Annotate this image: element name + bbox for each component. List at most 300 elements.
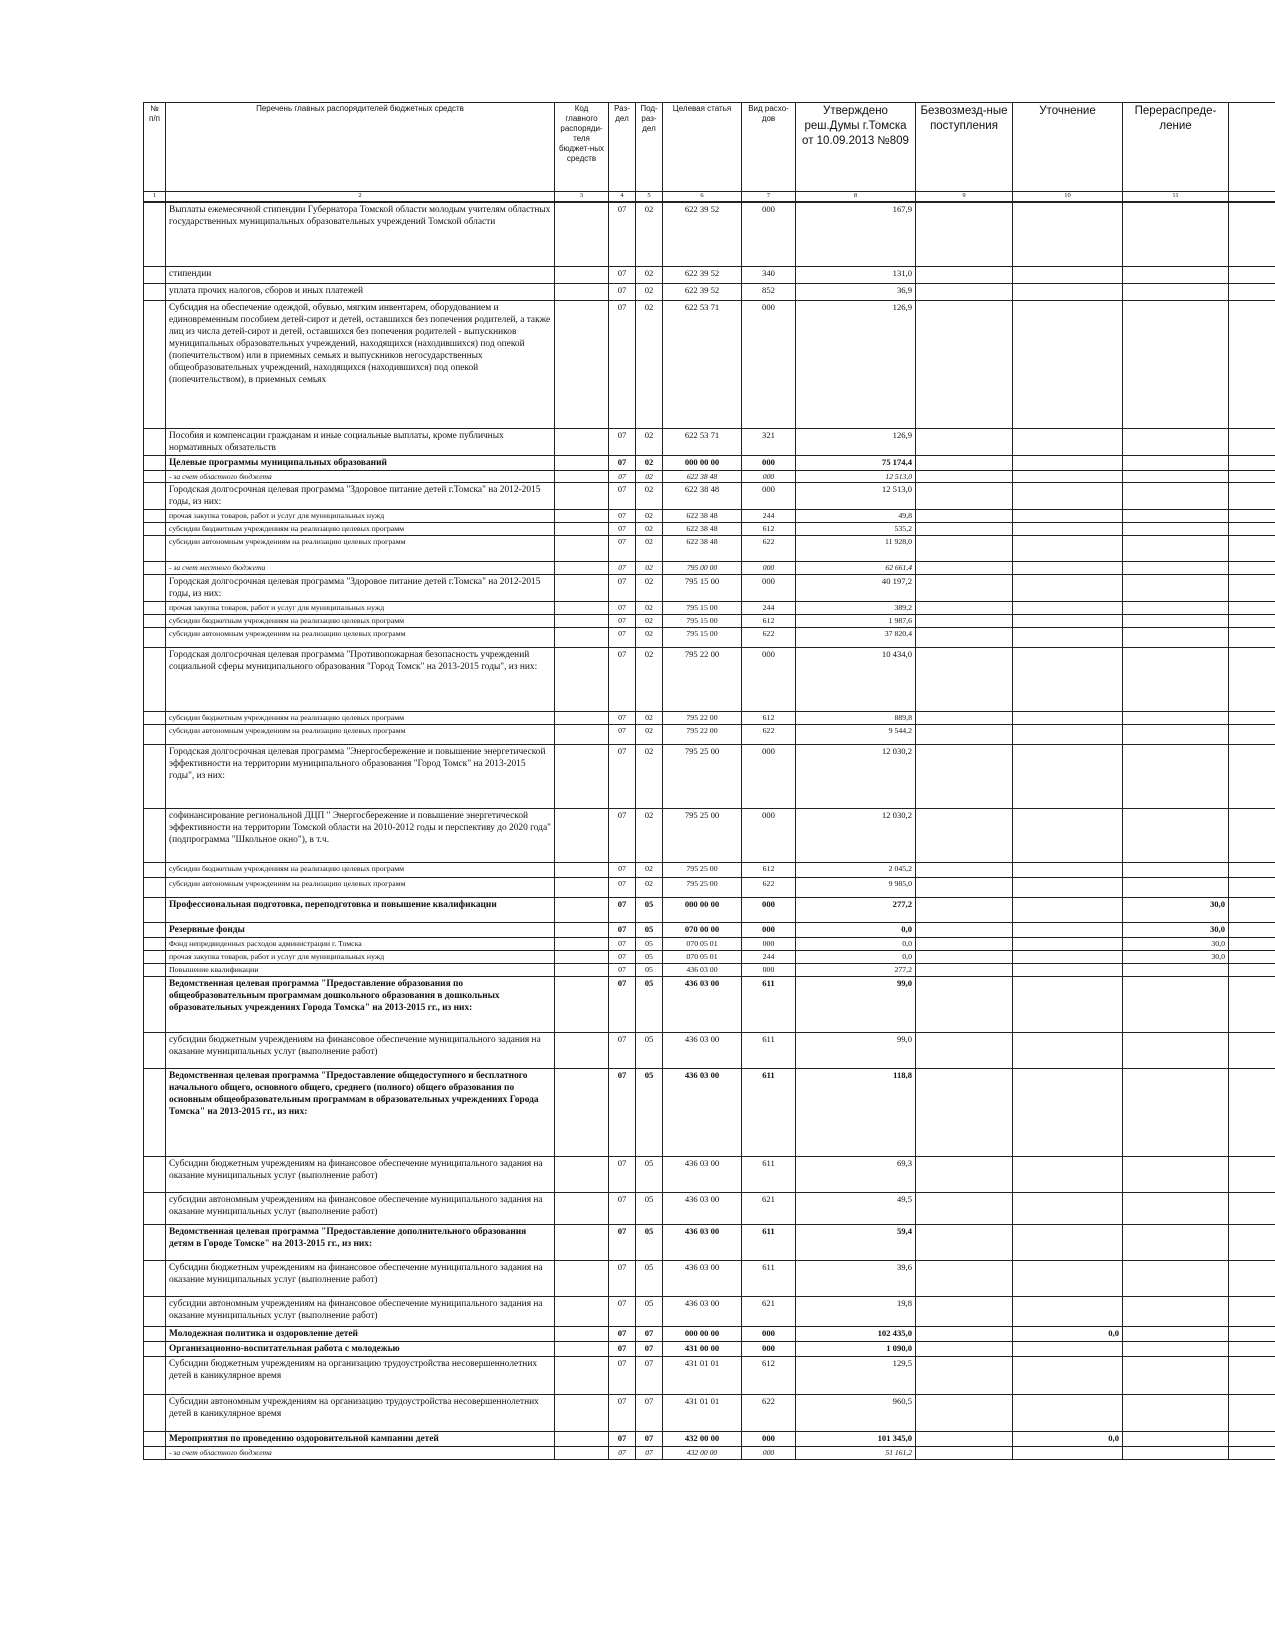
cell-utv: 0,0: [796, 923, 916, 938]
cell-bezv: [916, 283, 1013, 300]
cell-pereraspr: [1123, 863, 1229, 878]
cell-utoch: [1013, 300, 1123, 428]
cell-extra: [1229, 1326, 1275, 1341]
cell-razdel: 07: [609, 602, 636, 615]
cell-extra: [1229, 809, 1275, 863]
table-row: [144, 863, 1275, 878]
header-bezv: Безвозмезд-ные поступления: [916, 103, 1013, 192]
cell-razdel: 07: [609, 428, 636, 455]
cell-utv: 75 174,4: [796, 455, 916, 470]
cell-vid: 000: [742, 562, 796, 575]
cell-bezv: [916, 266, 1013, 283]
cell-n: [144, 923, 166, 938]
cell-utv: 12 513,0: [796, 470, 916, 483]
cell-n: [144, 483, 166, 510]
cell-vid: 611: [742, 1260, 796, 1296]
table-row: [144, 615, 1275, 628]
cell-kod: [555, 938, 609, 951]
cell-razdel: 07: [609, 283, 636, 300]
cell-vid: 612: [742, 523, 796, 536]
cell-utv: 118,8: [796, 1068, 916, 1156]
cell-bezv: [916, 300, 1013, 428]
cell-podrazdel: 02: [636, 575, 663, 602]
cell-utoch: [1013, 976, 1123, 1032]
cell-pereraspr: [1123, 562, 1229, 575]
cell-razdel: 07: [609, 898, 636, 923]
cell-podrazdel: 02: [636, 455, 663, 470]
cell-pereraspr: [1123, 428, 1229, 455]
cell-name: субсидии бюджетным учреждениям на реализацию целевых программ: [166, 523, 555, 536]
table-row: [144, 1192, 1275, 1224]
cell-name: Организационно-воспитательная работа с молодежью: [166, 1341, 555, 1356]
cell-statya: 432 00 00: [663, 1432, 742, 1447]
cell-name: субсидии бюджетным учреждениям на реализацию целевых программ: [166, 863, 555, 878]
cell-kod: [555, 1447, 609, 1460]
cell-pereraspr: 30,0: [1123, 898, 1229, 923]
table-row: [144, 602, 1275, 615]
cell-extra: [1229, 628, 1275, 648]
cell-name: Молодежная политика и оздоровление детей: [166, 1326, 555, 1341]
cell-pereraspr: [1123, 1341, 1229, 1356]
cell-utv: 2 045,2: [796, 863, 916, 878]
column-number: 11: [1123, 192, 1229, 203]
cell-bezv: [916, 1341, 1013, 1356]
cell-statya: 795 15 00: [663, 575, 742, 602]
cell-utoch: [1013, 470, 1123, 483]
cell-kod: [555, 1357, 609, 1395]
cell-n: [144, 283, 166, 300]
cell-razdel: 07: [609, 300, 636, 428]
cell-razdel: 07: [609, 202, 636, 266]
table-row: [144, 963, 1275, 976]
cell-utv: 9 985,0: [796, 878, 916, 898]
cell-n: [144, 300, 166, 428]
cell-razdel: 07: [609, 745, 636, 809]
cell-n: [144, 428, 166, 455]
cell-podrazdel: 05: [636, 951, 663, 964]
cell-statya: 070 00 00: [663, 923, 742, 938]
table-row: [144, 510, 1275, 523]
header-extra: [1229, 103, 1275, 192]
cell-vid: 000: [742, 202, 796, 266]
table-row: [144, 575, 1275, 602]
cell-utoch: [1013, 602, 1123, 615]
cell-bezv: [916, 898, 1013, 923]
header-podrazdel: Под-раз-дел: [636, 103, 663, 192]
cell-podrazdel: 05: [636, 938, 663, 951]
header-pereraspr: Перераспреде-ление: [1123, 103, 1229, 192]
cell-utoch: [1013, 283, 1123, 300]
cell-name: Субсидия на обеспечение одеждой, обувью, мягким инвентарем, оборудованием и единовременным пособием детей-сирот и детей, оставшихся без попечения родителей, а также лиц из числа детей-сирот и детей, оставшихся без попечения родителей - выпускников муниципальных образовательных учреждений, находящихся (находившихся) под опекой (попечительством) или в приемных семьях и выпускников негосударственных общеобразовательных учреждений, находящихся (находившихся) под опекой (попечительством), в приемных семьях: [166, 300, 555, 428]
cell-extra: [1229, 602, 1275, 615]
cell-kod: [555, 1192, 609, 1224]
cell-kod: [555, 878, 609, 898]
cell-kod: [555, 1156, 609, 1192]
cell-extra: [1229, 648, 1275, 712]
cell-razdel: 07: [609, 523, 636, 536]
header-n: № п/п: [144, 103, 166, 192]
cell-vid: 611: [742, 1032, 796, 1068]
cell-bezv: [916, 648, 1013, 712]
cell-utoch: [1013, 523, 1123, 536]
cell-utoch: [1013, 1224, 1123, 1260]
cell-razdel: 07: [609, 878, 636, 898]
cell-bezv: [916, 963, 1013, 976]
table-row: [144, 725, 1275, 745]
cell-vid: 612: [742, 863, 796, 878]
cell-name: уплата прочих налогов, сборов и иных платежей: [166, 283, 555, 300]
cell-n: [144, 863, 166, 878]
cell-kod: [555, 428, 609, 455]
cell-extra: [1229, 878, 1275, 898]
cell-razdel: 07: [609, 615, 636, 628]
cell-name: Резервные фонды: [166, 923, 555, 938]
cell-n: [144, 628, 166, 648]
cell-utv: 12 513,0: [796, 483, 916, 510]
cell-vid: 622: [742, 878, 796, 898]
cell-extra: [1229, 712, 1275, 725]
cell-bezv: [916, 923, 1013, 938]
cell-vid: 340: [742, 266, 796, 283]
cell-podrazdel: 05: [636, 1032, 663, 1068]
cell-utoch: [1013, 628, 1123, 648]
cell-utoch: [1013, 951, 1123, 964]
cell-statya: 795 22 00: [663, 712, 742, 725]
table-row: [144, 1341, 1275, 1356]
cell-extra: [1229, 1357, 1275, 1395]
cell-pereraspr: [1123, 283, 1229, 300]
cell-vid: 000: [742, 923, 796, 938]
cell-podrazdel: 05: [636, 976, 663, 1032]
cell-pereraspr: [1123, 1224, 1229, 1260]
cell-extra: [1229, 300, 1275, 428]
cell-pereraspr: [1123, 510, 1229, 523]
cell-bezv: [916, 1357, 1013, 1395]
table-row: [144, 1224, 1275, 1260]
cell-kod: [555, 712, 609, 725]
cell-podrazdel: 02: [636, 536, 663, 562]
header-name: Перечень главных распорядителей бюджетных средств: [166, 103, 555, 192]
cell-pereraspr: [1123, 712, 1229, 725]
cell-statya: 000 00 00: [663, 1326, 742, 1341]
cell-razdel: 07: [609, 1068, 636, 1156]
cell-podrazdel: 07: [636, 1447, 663, 1460]
cell-extra: [1229, 863, 1275, 878]
cell-kod: [555, 1326, 609, 1341]
cell-extra: [1229, 470, 1275, 483]
cell-n: [144, 1395, 166, 1432]
cell-podrazdel: 02: [636, 300, 663, 428]
cell-podrazdel: 05: [636, 1156, 663, 1192]
cell-name: Профессиональная подготовка, переподготовка и повышение квалификации: [166, 898, 555, 923]
cell-razdel: 07: [609, 628, 636, 648]
table-row: [144, 1032, 1275, 1068]
cell-razdel: 07: [609, 863, 636, 878]
cell-n: [144, 602, 166, 615]
cell-bezv: [916, 510, 1013, 523]
cell-utv: 277,2: [796, 963, 916, 976]
cell-utv: 59,4: [796, 1224, 916, 1260]
cell-vid: 000: [742, 809, 796, 863]
cell-n: [144, 1341, 166, 1356]
cell-n: [144, 510, 166, 523]
cell-statya: 436 03 00: [663, 1260, 742, 1296]
table-row: [144, 923, 1275, 938]
cell-vid: 622: [742, 725, 796, 745]
cell-razdel: 07: [609, 575, 636, 602]
cell-statya: 436 03 00: [663, 1068, 742, 1156]
cell-razdel: 07: [609, 809, 636, 863]
cell-vid: 611: [742, 1156, 796, 1192]
table-row: [144, 428, 1275, 455]
cell-bezv: [916, 712, 1013, 725]
cell-razdel: 07: [609, 562, 636, 575]
cell-pereraspr: [1123, 1068, 1229, 1156]
cell-statya: 622 53 71: [663, 428, 742, 455]
cell-statya: 622 53 71: [663, 300, 742, 428]
cell-vid: 000: [742, 963, 796, 976]
cell-vid: 244: [742, 510, 796, 523]
cell-podrazdel: 02: [636, 615, 663, 628]
cell-pereraspr: [1123, 745, 1229, 809]
cell-statya: 431 01 01: [663, 1395, 742, 1432]
cell-utv: 1 987,6: [796, 615, 916, 628]
cell-n: [144, 878, 166, 898]
cell-bezv: [916, 863, 1013, 878]
column-number: 5: [636, 192, 663, 203]
cell-n: [144, 1156, 166, 1192]
cell-extra: [1229, 1032, 1275, 1068]
cell-n: [144, 938, 166, 951]
cell-statya: 436 03 00: [663, 1192, 742, 1224]
cell-utv: 126,9: [796, 428, 916, 455]
cell-statya: 436 03 00: [663, 976, 742, 1032]
cell-kod: [555, 923, 609, 938]
cell-utv: 39,6: [796, 1260, 916, 1296]
cell-extra: [1229, 725, 1275, 745]
cell-bezv: [916, 1224, 1013, 1260]
cell-vid: 000: [742, 1341, 796, 1356]
cell-extra: [1229, 523, 1275, 536]
cell-bezv: [916, 1032, 1013, 1068]
cell-utv: 535,2: [796, 523, 916, 536]
cell-utv: 12 030,2: [796, 809, 916, 863]
cell-name: Субсидии бюджетным учреждениям на организацию трудоустройства несовершеннолетних детей в каникулярное время: [166, 1357, 555, 1395]
cell-n: [144, 898, 166, 923]
cell-n: [144, 1032, 166, 1068]
cell-razdel: 07: [609, 1447, 636, 1460]
cell-name: субсидии автономным учреждениям на реализацию целевых программ: [166, 725, 555, 745]
column-number: 4: [609, 192, 636, 203]
cell-podrazdel: 05: [636, 1068, 663, 1156]
cell-razdel: 07: [609, 963, 636, 976]
header-utoch: Уточнение: [1013, 103, 1123, 192]
cell-vid: 000: [742, 938, 796, 951]
cell-extra: [1229, 1341, 1275, 1356]
column-number: 6: [663, 192, 742, 203]
cell-utv: 389,2: [796, 602, 916, 615]
cell-vid: 000: [742, 1432, 796, 1447]
cell-utv: 49,5: [796, 1192, 916, 1224]
cell-kod: [555, 536, 609, 562]
cell-kod: [555, 648, 609, 712]
cell-statya: 070 05 01: [663, 938, 742, 951]
cell-podrazdel: 02: [636, 266, 663, 283]
cell-n: [144, 1260, 166, 1296]
cell-vid: 622: [742, 1395, 796, 1432]
cell-utoch: [1013, 878, 1123, 898]
cell-pereraspr: [1123, 455, 1229, 470]
cell-utoch: [1013, 266, 1123, 283]
cell-name: Городская долгосрочная целевая программа "Энергосбережение и повышение энергетической эффективности на территории муниципального образования "Город Томск" на 2013-2015 годы", из них:: [166, 745, 555, 809]
table-row: [144, 202, 1275, 266]
cell-kod: [555, 1068, 609, 1156]
cell-n: [144, 1447, 166, 1460]
cell-kod: [555, 1341, 609, 1356]
cell-podrazdel: 05: [636, 1260, 663, 1296]
cell-n: [144, 1357, 166, 1395]
cell-pereraspr: [1123, 1447, 1229, 1460]
cell-name: Целевые программы муниципальных образований: [166, 455, 555, 470]
cell-utoch: [1013, 1032, 1123, 1068]
cell-extra: [1229, 1068, 1275, 1156]
cell-n: [144, 976, 166, 1032]
cell-extra: [1229, 202, 1275, 266]
cell-podrazdel: 07: [636, 1357, 663, 1395]
cell-n: [144, 963, 166, 976]
cell-utoch: [1013, 1341, 1123, 1356]
cell-pereraspr: [1123, 1192, 1229, 1224]
cell-utv: 36,9: [796, 283, 916, 300]
cell-extra: [1229, 483, 1275, 510]
cell-razdel: 07: [609, 712, 636, 725]
cell-pereraspr: [1123, 523, 1229, 536]
cell-kod: [555, 725, 609, 745]
cell-n: [144, 615, 166, 628]
cell-utoch: 0,0: [1013, 1432, 1123, 1447]
cell-utv: 62 661,4: [796, 562, 916, 575]
cell-razdel: 07: [609, 266, 636, 283]
budget-table-page: [143, 102, 1275, 1460]
cell-utoch: 0,0: [1013, 1326, 1123, 1341]
cell-pereraspr: [1123, 1395, 1229, 1432]
column-number: 3: [555, 192, 609, 203]
cell-n: [144, 575, 166, 602]
cell-statya: 795 22 00: [663, 725, 742, 745]
cell-statya: 622 38 48: [663, 510, 742, 523]
cell-razdel: 07: [609, 938, 636, 951]
header-utv: Утверждено реш.Думы г.Томска от 10.09.2013 №809: [796, 103, 916, 192]
cell-n: [144, 266, 166, 283]
cell-vid: 321: [742, 428, 796, 455]
cell-vid: 611: [742, 1224, 796, 1260]
cell-pereraspr: [1123, 648, 1229, 712]
cell-bezv: [916, 483, 1013, 510]
column-number: 7: [742, 192, 796, 203]
cell-podrazdel: 05: [636, 923, 663, 938]
column-number: 2: [166, 192, 555, 203]
cell-pereraspr: [1123, 536, 1229, 562]
cell-statya: 622 38 48: [663, 483, 742, 510]
table-row: [144, 300, 1275, 428]
cell-utv: 99,0: [796, 1032, 916, 1068]
cell-kod: [555, 562, 609, 575]
table-row: [144, 1432, 1275, 1447]
cell-extra: [1229, 562, 1275, 575]
cell-razdel: 07: [609, 923, 636, 938]
cell-kod: [555, 455, 609, 470]
cell-razdel: 07: [609, 470, 636, 483]
cell-bezv: [916, 523, 1013, 536]
cell-bezv: [916, 976, 1013, 1032]
cell-utv: 0,0: [796, 938, 916, 951]
cell-kod: [555, 1032, 609, 1068]
cell-pereraspr: [1123, 628, 1229, 648]
cell-podrazdel: 07: [636, 1326, 663, 1341]
cell-pereraspr: [1123, 725, 1229, 745]
cell-pereraspr: [1123, 878, 1229, 898]
cell-kod: [555, 510, 609, 523]
cell-kod: [555, 809, 609, 863]
cell-razdel: 07: [609, 483, 636, 510]
table-row: [144, 562, 1275, 575]
cell-utoch: [1013, 510, 1123, 523]
cell-name: - за счет местного бюджета: [166, 562, 555, 575]
cell-utoch: [1013, 1357, 1123, 1395]
cell-podrazdel: 07: [636, 1432, 663, 1447]
cell-n: [144, 536, 166, 562]
cell-razdel: 07: [609, 455, 636, 470]
cell-pereraspr: 30,0: [1123, 938, 1229, 951]
cell-bezv: [916, 1395, 1013, 1432]
table-row: [144, 898, 1275, 923]
cell-podrazdel: 05: [636, 898, 663, 923]
cell-vid: 000: [742, 1447, 796, 1460]
cell-vid: 611: [742, 976, 796, 1032]
cell-name: - за счет областного бюджета: [166, 470, 555, 483]
cell-name: Пособия и компенсации гражданам и иные социальные выплаты, кроме публичных нормативных обязательств: [166, 428, 555, 455]
cell-kod: [555, 1432, 609, 1447]
cell-bezv: [916, 938, 1013, 951]
cell-utoch: [1013, 725, 1123, 745]
table-row: [144, 1156, 1275, 1192]
cell-extra: [1229, 455, 1275, 470]
cell-pereraspr: [1123, 470, 1229, 483]
cell-razdel: 07: [609, 1260, 636, 1296]
table-row: [144, 266, 1275, 283]
cell-podrazdel: 02: [636, 628, 663, 648]
column-number: [1229, 192, 1275, 203]
cell-statya: 795 00 00: [663, 562, 742, 575]
cell-vid: 852: [742, 283, 796, 300]
column-number: 10: [1013, 192, 1123, 203]
cell-extra: [1229, 283, 1275, 300]
table-row: [144, 536, 1275, 562]
cell-utv: 0,0: [796, 951, 916, 964]
cell-vid: 000: [742, 648, 796, 712]
cell-pereraspr: [1123, 1432, 1229, 1447]
cell-podrazdel: 02: [636, 863, 663, 878]
cell-podrazdel: 02: [636, 809, 663, 863]
cell-n: [144, 1326, 166, 1341]
cell-vid: 000: [742, 745, 796, 809]
table-row: [144, 809, 1275, 863]
cell-name: - за счет областного бюджета: [166, 1447, 555, 1460]
cell-utv: 129,5: [796, 1357, 916, 1395]
cell-utoch: [1013, 1068, 1123, 1156]
cell-pereraspr: [1123, 602, 1229, 615]
cell-bezv: [916, 202, 1013, 266]
